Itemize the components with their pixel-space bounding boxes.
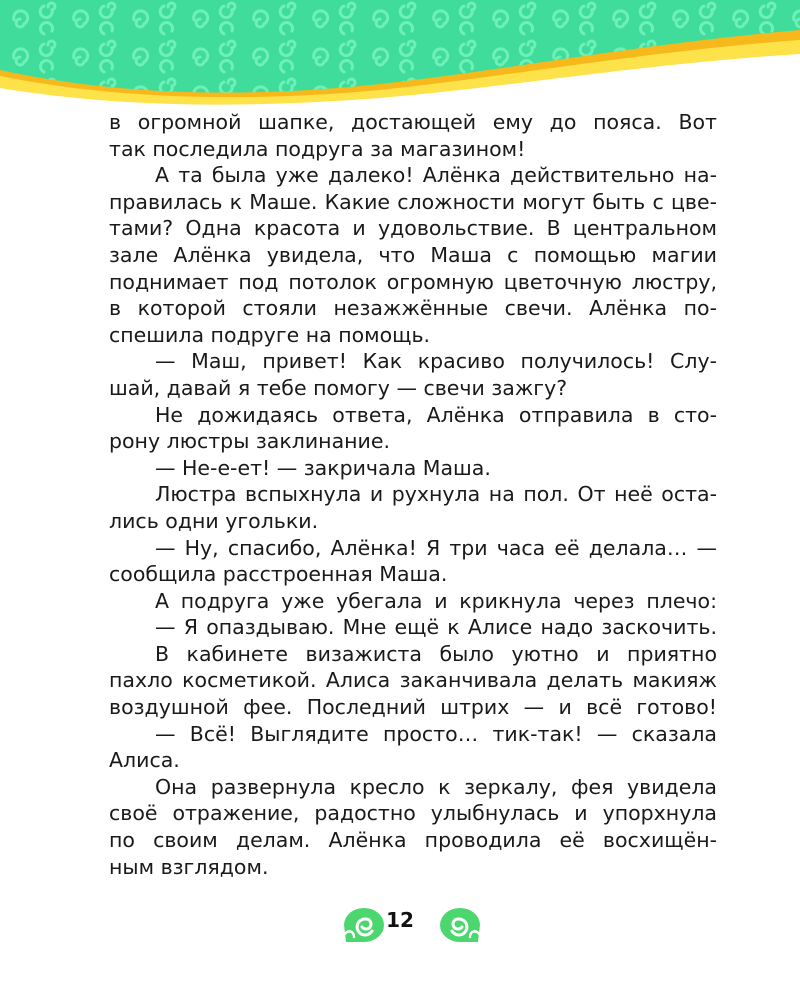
text-line: правилась к Маше. Какие сложности могут быть с цве- — [109, 189, 717, 214]
text-line: своё отражение, радостно улыбнулась и упорхнула — [109, 801, 717, 826]
text-line: Не дожидаясь ответа, Алёнка отправила в сто- — [155, 402, 717, 427]
text-line: рону люстры заклинание. — [109, 429, 390, 454]
text-line: пахло косметикой. Алиса заканчивала делать макияж — [109, 668, 717, 693]
text-line: лись одни угольки. — [109, 508, 319, 533]
text-line: — Ну, спасибо, Алёнка! Я три часа её делала… — — [155, 535, 717, 560]
header-band — [0, 0, 800, 110]
text-line: тами? Одна красота и удовольствие. В центральном — [109, 216, 717, 241]
text-line: в огромной шапке, достающей ему до пояса. Вот — [109, 110, 717, 134]
text-line: — Я опаздываю. Мне ещё к Алисе надо заскочить. — [155, 615, 717, 640]
story-text — [109, 109, 717, 880]
text-line: Она развернула кресло к зеркалу, фея увидела — [155, 774, 717, 799]
text-line: Люстра вспыхнула и рухнула на пол. От неё оста- — [155, 482, 717, 507]
page-number: 12 — [386, 908, 414, 932]
text-line: — Маш, привет! Как красиво получилось! Слу- — [155, 349, 717, 374]
text-line: по своим делам. Алёнка проводила её восхищён- — [109, 828, 717, 853]
text-line: ным взглядом. — [109, 854, 269, 879]
text-line: шай, давай я тебе помогу — свечи зажгу? — [109, 375, 568, 400]
text-line: — Всё! Выглядите просто… тик-так! — сказала — [155, 721, 717, 746]
text-line: поднимает под потолок огромную цветочную люстру, — [109, 269, 717, 294]
green-swirl-icon — [344, 908, 384, 942]
text-line: спешила подруге на помощь. — [109, 322, 431, 347]
text-line: Алиса. — [109, 748, 180, 773]
text-line: так последила подруга за магазином! — [109, 136, 526, 161]
text-line: зале Алёнка увидела, что Маша с помощью магии — [109, 242, 717, 267]
green-swirl-icon — [440, 908, 480, 942]
text-line: А та была уже далеко! Алёнка действительно на- — [155, 163, 717, 188]
text-line: В кабинете визажиста было уютно и приятно — [155, 641, 717, 666]
text-line: воздушной фее. Последний штрих — и всё готово! — [109, 695, 717, 720]
text-line: в которой стояли незажжённые свечи. Алёнка по- — [109, 296, 717, 321]
text-line: сообщила расстроенная Маша. — [109, 562, 448, 587]
text-line: А подруга уже убегала и крикнула через плечо: — [155, 588, 717, 613]
text-line: — Не-е-ет! — закричала Маша. — [155, 455, 491, 480]
